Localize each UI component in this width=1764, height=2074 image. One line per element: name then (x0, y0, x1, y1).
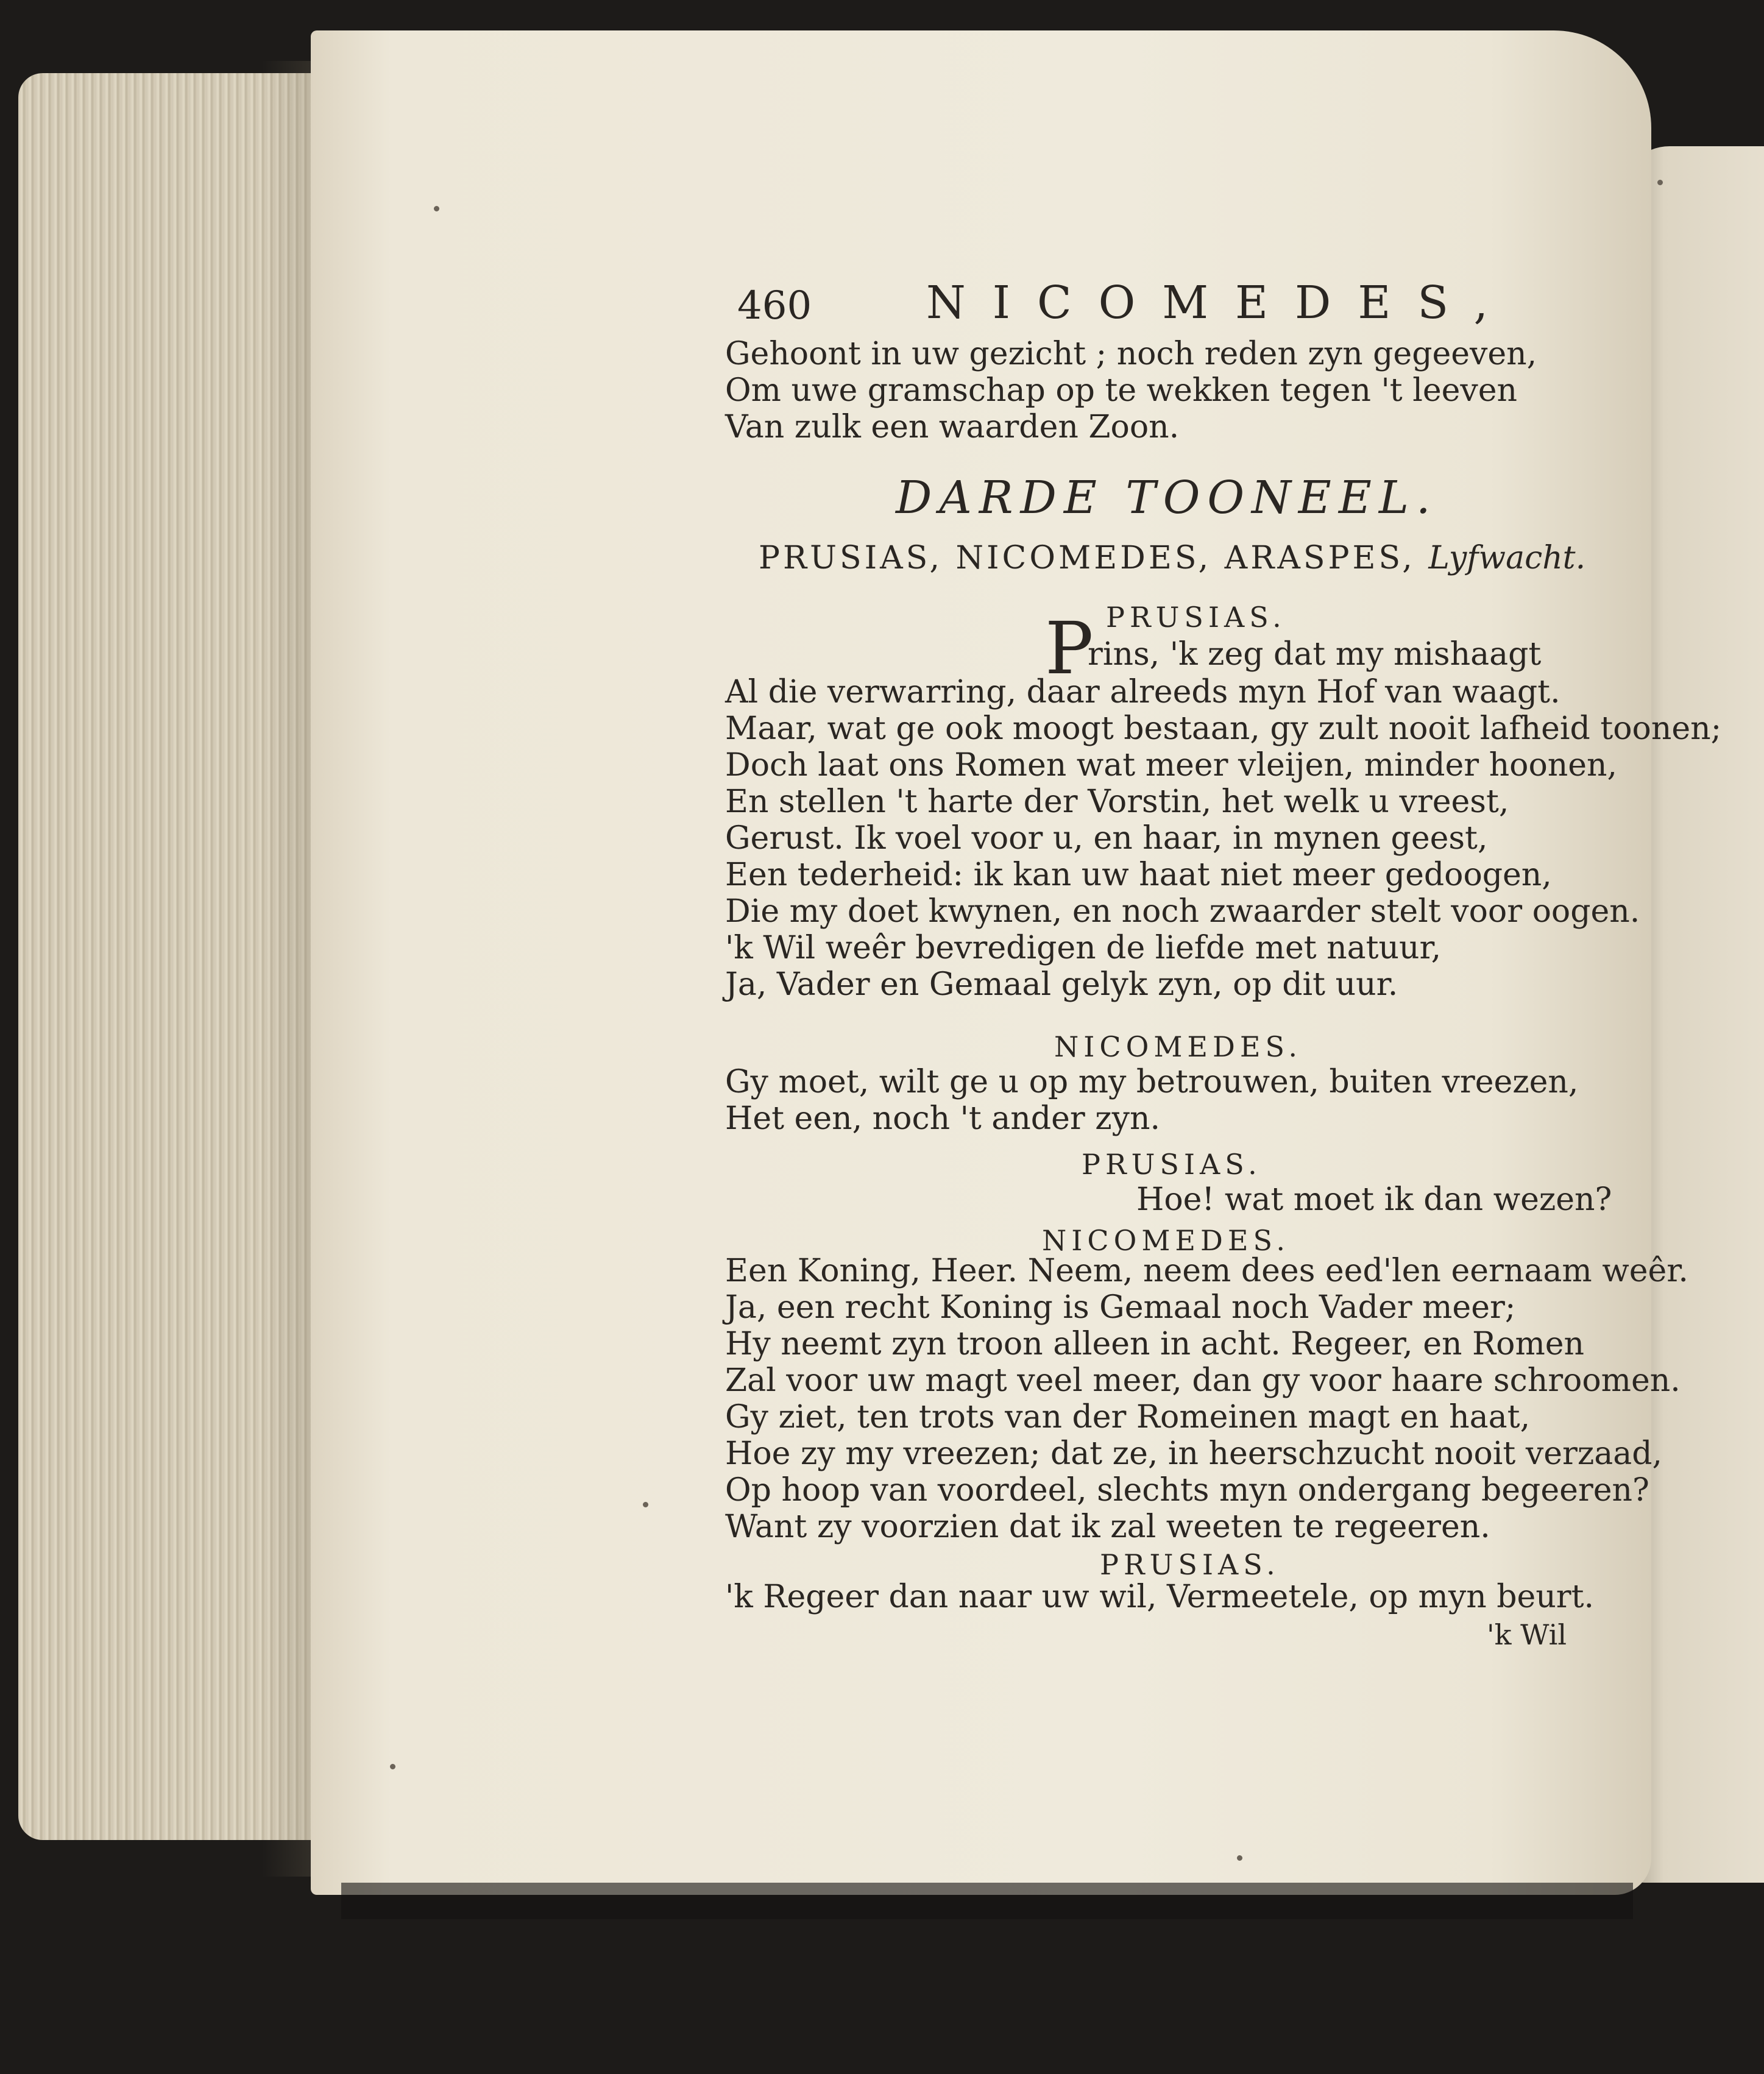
verse-line: rins, 'k zeg dat my mishaagt (1088, 636, 1542, 673)
verse-line: Om uwe gramschap op te wekken tegen 't leeven (725, 372, 1518, 409)
verse-line: Van zulk een waarden Zoon. (725, 409, 1180, 445)
character-guard: Lyfwacht. (1428, 540, 1586, 576)
character-names: PRUSIAS, NICOMEDES, ARASPES, (759, 540, 1415, 576)
verse-line: 'k Regeer dan naar uw wil, Vermeetele, op myn beurt. (725, 1579, 1595, 1615)
page-bottom-shadow (341, 1883, 1633, 1919)
verse-line: En stellen 't harte der Vorstin, het welk u vreest, (725, 784, 1509, 820)
verse-line: Gerust. Ik voel voor u, en haar, in mynen geest, (725, 820, 1488, 857)
running-title: NICOMEDES, (926, 277, 1515, 329)
verse-line: Hoe zy my vreezen; dat ze, in heerschzucht nooit verzaad, (725, 1435, 1663, 1472)
speaker-name: PRUSIAS. (1082, 1148, 1262, 1181)
page-speck (434, 206, 439, 211)
verse-line: Want zy voorzien dat ik zal weeten te regeeren. (725, 1509, 1490, 1545)
verse-line: Hy neemt zyn troon alleen in acht. Regeer, en Romen (725, 1326, 1585, 1362)
verse-line: Zal voor uw magt veel meer, dan gy voor haare schroomen. (725, 1362, 1681, 1399)
verse-line: Gehoont in uw gezicht ; noch reden zyn gegeeven, (725, 336, 1537, 372)
verse-line: Op hoop van voordeel, slechts myn ondergang begeeren? (725, 1472, 1649, 1509)
catchword: 'k Wil (1487, 1618, 1567, 1651)
verse-line: Gy moet, wilt ge u op my betrouwen, buiten vreezen, (725, 1064, 1579, 1100)
verse-line: 'k Wil weêr bevredigen de liefde met natuur, (725, 930, 1442, 966)
verse-line: Hoe! wat moet ik dan wezen? (1136, 1181, 1612, 1218)
verse-line: Het een, noch 't ander zyn. (725, 1100, 1161, 1137)
drop-cap: P (1045, 606, 1094, 690)
character-list (759, 542, 1585, 574)
verse-line: Een Koning, Heer. Neem, neem dees eed'len eernaam weêr. (725, 1253, 1688, 1289)
speaker-name: PRUSIAS. (1106, 601, 1286, 634)
speaker-name: NICOMEDES. (1054, 1030, 1302, 1063)
verse-line: Een tederheid: ik kan uw haat niet meer gedoogen, (725, 857, 1552, 893)
verse-line: Al die verwarring, daar alreeds myn Hof van waagt. (725, 674, 1560, 710)
verse-line: Ja, Vader en Gemaal gelyk zyn, op dit uur. (725, 966, 1398, 1003)
verse-line: Die my doet kwynen, en noch zwaarder stelt voor oogen. (725, 893, 1640, 930)
verse-line: Maar, wat ge ook moogt bestaan, gy zult nooit lafheid toonen; (725, 710, 1722, 747)
page-speck (1237, 1855, 1242, 1861)
page-speck (390, 1764, 395, 1769)
speaker-name: PRUSIAS. (1100, 1548, 1280, 1581)
verse-line: Gy ziet, ten trots van der Romeinen magt en haat, (725, 1399, 1531, 1435)
page-speck (643, 1502, 648, 1507)
page-number: 460 (737, 283, 812, 328)
verse-line: Doch laat ons Romen wat meer vleijen, minder hoonen, (725, 747, 1618, 784)
verse-line: Ja, een recht Koning is Gemaal noch Vader meer; (725, 1289, 1516, 1326)
speaker-name: NICOMEDES. (1042, 1224, 1290, 1257)
scene-heading: DARDE TOONEEL. (896, 472, 1438, 524)
page-speck (1657, 180, 1663, 185)
